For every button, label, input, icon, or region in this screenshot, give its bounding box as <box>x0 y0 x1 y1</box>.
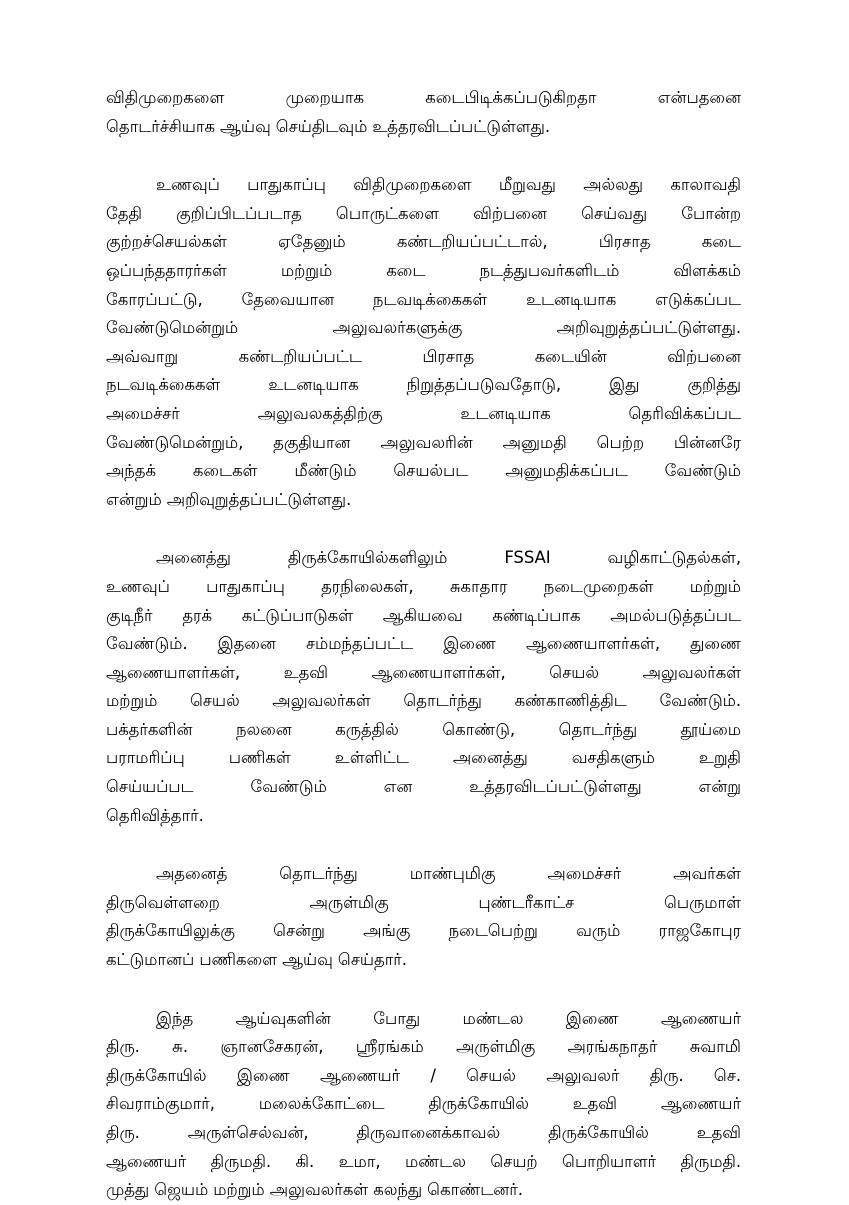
text-line: மற்றும் செயல் அலுவலர்கள் தொடர்ந்து கண்காணித்திட வேண்டும். <box>106 691 741 711</box>
text-line: ஒப்பந்ததாரர்கள் மற்றும் கடை நடத்துபவர்களிடம் விளக்கம் <box>106 260 741 280</box>
paragraph-2 <box>106 171 741 514</box>
text-line: நடவடிக்கைகள் உடனடியாக நிறுத்தப்படுவதோடு, இது குறித்து <box>106 375 741 395</box>
paragraph-1 <box>106 84 741 141</box>
text-line: கோரப்பட்டு, தேவையான நடவடிக்கைகள் உடனடியாக எடுக்கப்பட <box>106 289 741 309</box>
paragraph-5 <box>106 1005 741 1205</box>
text-line: வேண்டுமென்றும் அலுவலர்களுக்கு அறிவுறுத்தப்பட்டுள்ளது. <box>106 318 741 338</box>
text-line: திருக்கோயில் இணை ஆணையர் / செயல் அலுவலர் திரு. செ. <box>106 1065 741 1085</box>
text-line: சிவராம்குமார், மலைக்கோட்டை திருக்கோயில் உதவி ஆணையர் <box>106 1094 741 1114</box>
text-line: பராமரிப்பு பணிகள் உள்ளிட்ட அனைத்து வசதிகளும் உறுதி <box>106 748 741 768</box>
text-line: திரு. அருள்செல்வன், திருவானைக்காவல் திருக்கோயில் உதவி <box>106 1123 741 1142</box>
text-line: குடிநீர் தரக் கட்டுப்பாடுகள் ஆகியவை கண்டிப்பாக அமல்படுத்தப்பட <box>106 605 741 625</box>
text-line: என்றும் அறிவுறுத்தப்பட்டுள்ளது. <box>106 489 352 509</box>
text-line: ஆணையாளர்கள், உதவி ஆணையாளர்கள், செயல் அலுவலர்கள் <box>106 662 741 682</box>
text-line: வேண்டும். இதனை சம்மந்தப்பட்ட இணை ஆணையாளர்கள், துணை <box>106 634 741 654</box>
paragraph-4 <box>106 860 741 974</box>
text-line: அவ்வாறு கண்டறியப்பட்ட பிரசாத கடையின் விற்பனை <box>106 346 741 366</box>
text-line: அனைத்து திருக்கோயில்களிலும் FSSAI வழிகாட்டுதல்கள், <box>156 548 741 568</box>
text-line: முத்து ஜெயம் மற்றும் அலுவலர்கள் கலந்து கொண்டனர். <box>106 1180 523 1200</box>
text-line: விதிமுறைகளை முறையாக கடைபிடிக்கப்படுகிறதா என்பதனை <box>106 88 741 107</box>
text-line: தேதி குறிப்பிடப்படாத பொருட்களை விற்பனை செய்வது போன்ற <box>106 203 741 223</box>
text-line: திருவெள்ளறை அருள்மிகு புண்டரீகாட்ச பெருமாள் <box>106 892 741 912</box>
text-line: தொடர்ச்சியாக ஆய்வு செய்திடவும் உத்தரவிடப்பட்டுள்ளது. <box>106 116 550 136</box>
text-line: திரு. சு. ஞானசேகரன், ஸ்ரீரங்கம் அருள்மிகு அரங்கநாதர் சுவாமி <box>106 1037 741 1057</box>
text-line: இந்த ஆய்வுகளின் போது மண்டல இணை ஆணையர் <box>156 1008 741 1028</box>
text-line: அந்தக் கடைகள் மீண்டும் செயல்பட அனுமதிக்கப்பட வேண்டும் <box>106 461 741 481</box>
text-line: திருக்கோயிலுக்கு சென்று அங்கு நடைபெற்று வரும் ராஜகோபுர <box>106 921 741 941</box>
text-line: செய்யப்பட வேண்டும் என உத்தரவிடப்பட்டுள்ளது என்று <box>106 777 741 797</box>
text-line: அதனைத் தொடர்ந்து மாண்புமிகு அமைச்சர் அவர்கள் <box>156 864 741 884</box>
text-line: ஆணையர் திருமதி. கி. உமா, மண்டல செயற் பொறியாளர் திருமதி. <box>106 1151 741 1171</box>
text-line: அமைச்சர் அலுவலகத்திற்கு உடனடியாக தெரிவிக்கப்பட <box>106 403 741 423</box>
text-line: தெரிவித்தார். <box>106 805 204 825</box>
text-line: உணவுப் பாதுகாப்பு தரநிலைகள், சுகாதார நடைமுறைகள் மற்றும் <box>106 576 741 596</box>
text-line: உணவுப் பாதுகாப்பு விதிமுறைகளை மீறுவது அல்லது காலாவதி <box>156 175 741 195</box>
text-line: கட்டுமானப் பணிகளை ஆய்வு செய்தார். <box>106 950 407 970</box>
paragraph-3 <box>106 544 741 830</box>
text-line: பக்தர்களின் நலனை கருத்தில் கொண்டு, தொடர்ந்து தூய்மை <box>106 719 741 739</box>
text-line: வேண்டுமென்றும், தகுதியான அலுவலரின் அனுமதி பெற்ற பின்னரே <box>106 432 741 452</box>
text-line: குற்றச்செயல்கள் ஏதேனும் கண்டறியப்பட்டால், பிரசாத கடை <box>106 232 741 252</box>
